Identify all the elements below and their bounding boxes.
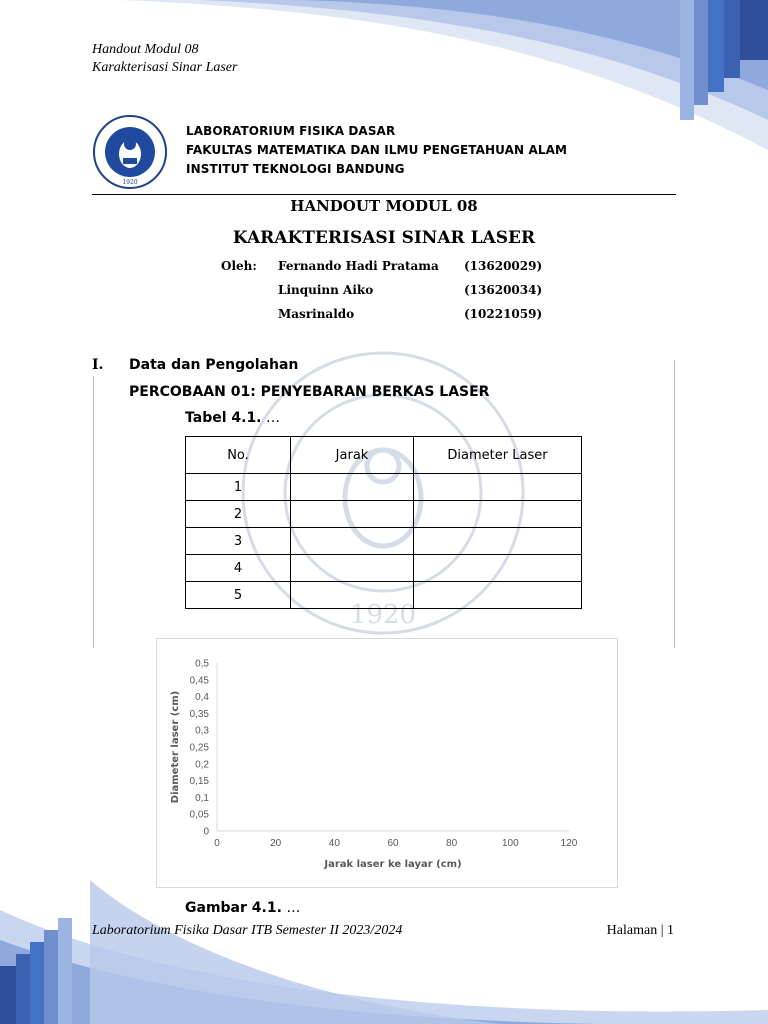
section-title: Data dan Pengolahan	[129, 357, 299, 373]
y-tick-label: 0,3	[195, 725, 209, 737]
table-cell[interactable]	[291, 474, 414, 501]
section-number: I.	[92, 357, 104, 373]
author-id: (13620029)	[464, 259, 543, 273]
y-tick-label: 0,1	[195, 792, 209, 804]
x-tick-label: 20	[270, 838, 282, 849]
column-header: No.	[186, 437, 291, 474]
table-cell[interactable]	[291, 501, 414, 528]
y-tick-label: 0,2	[195, 759, 209, 771]
table-cell[interactable]	[414, 501, 582, 528]
chart-svg	[157, 639, 617, 887]
data-table	[185, 436, 582, 609]
x-tick-label: 0	[214, 838, 220, 849]
footer-wave-decoration	[0, 870, 768, 1024]
table-cell[interactable]: 4	[186, 555, 291, 582]
table-cell[interactable]	[414, 555, 582, 582]
table-header-row	[186, 437, 582, 474]
by-label: Oleh:	[221, 259, 257, 273]
itb-logo	[92, 114, 168, 190]
y-tick-label: 0,5	[195, 658, 209, 670]
y-tick-label: 0,15	[189, 776, 209, 788]
footer-lab: Laboratorium Fisika Dasar ITB Semester II 2023/2024	[92, 923, 403, 938]
table-cell[interactable]	[291, 582, 414, 609]
column-header: Jarak	[291, 437, 414, 474]
logo-year: 1920	[122, 179, 138, 186]
table-caption: Tabel 4.1. …	[185, 410, 280, 426]
y-tick-label: 0,05	[189, 809, 209, 821]
table-cell[interactable]	[414, 474, 582, 501]
x-tick-label: 100	[501, 838, 519, 849]
author-name: Fernando Hadi Pratama	[278, 259, 439, 273]
x-tick-label: 80	[446, 838, 458, 849]
y-tick-label: 0,4	[195, 692, 209, 704]
table-cell[interactable]	[414, 528, 582, 555]
margin-line-left	[93, 376, 94, 648]
margin-line-right	[674, 360, 675, 648]
table-cell[interactable]	[291, 555, 414, 582]
y-axis-title: Diameter laser (cm)	[170, 690, 181, 804]
running-header-module: Handout Modul 08	[92, 42, 199, 57]
institution-lab: LABORATORIUM FISIKA DASAR	[186, 124, 396, 138]
svg-text:1920: 1920	[349, 600, 417, 630]
y-tick-label: 0	[203, 826, 209, 838]
running-header-title: Karakterisasi Sinar Laser	[92, 60, 238, 75]
experiment-title: PERCOBAAN 01: PENYEBARAN BERKAS LASER	[129, 384, 490, 400]
table-cell[interactable]: 2	[186, 501, 291, 528]
x-tick-label: 60	[387, 838, 399, 849]
table-row	[186, 528, 582, 555]
table-row	[186, 501, 582, 528]
table-row	[186, 582, 582, 609]
main-title: KARAKTERISASI SINAR LASER	[232, 228, 536, 248]
chart-container[interactable]	[156, 638, 618, 888]
table-cell[interactable]	[414, 582, 582, 609]
author-id: (10221059)	[464, 307, 543, 321]
table-row	[186, 555, 582, 582]
author-id: (13620034)	[464, 283, 543, 297]
x-axis-title: Jarak laser ke layar (cm)	[324, 859, 462, 870]
table-cell[interactable]: 1	[186, 474, 291, 501]
page-number: Halaman | 1	[606, 923, 674, 938]
institution-faculty: FAKULTAS MATEMATIKA DAN ILMU PENGETAHUAN ALAM	[186, 143, 568, 157]
table-cell[interactable]: 5	[186, 582, 291, 609]
column-header: Diameter Laser	[414, 437, 582, 474]
x-tick-label: 120	[560, 838, 578, 849]
x-tick-label: 40	[328, 838, 340, 849]
y-tick-label: 0,45	[189, 675, 209, 687]
module-title: HANDOUT MODUL 08	[290, 197, 478, 215]
y-tick-label: 0,25	[189, 742, 209, 754]
author-name: Masrinaldo	[278, 307, 355, 321]
header-rule	[92, 194, 676, 195]
author-name: Linquinn Aiko	[278, 283, 374, 297]
table-cell[interactable]: 3	[186, 528, 291, 555]
table-row	[186, 474, 582, 501]
table-cell[interactable]	[291, 528, 414, 555]
institution-name: INSTITUT TEKNOLOGI BANDUNG	[186, 162, 405, 176]
y-tick-label: 0,35	[189, 708, 209, 720]
figure-caption: Gambar 4.1. …	[185, 900, 301, 916]
